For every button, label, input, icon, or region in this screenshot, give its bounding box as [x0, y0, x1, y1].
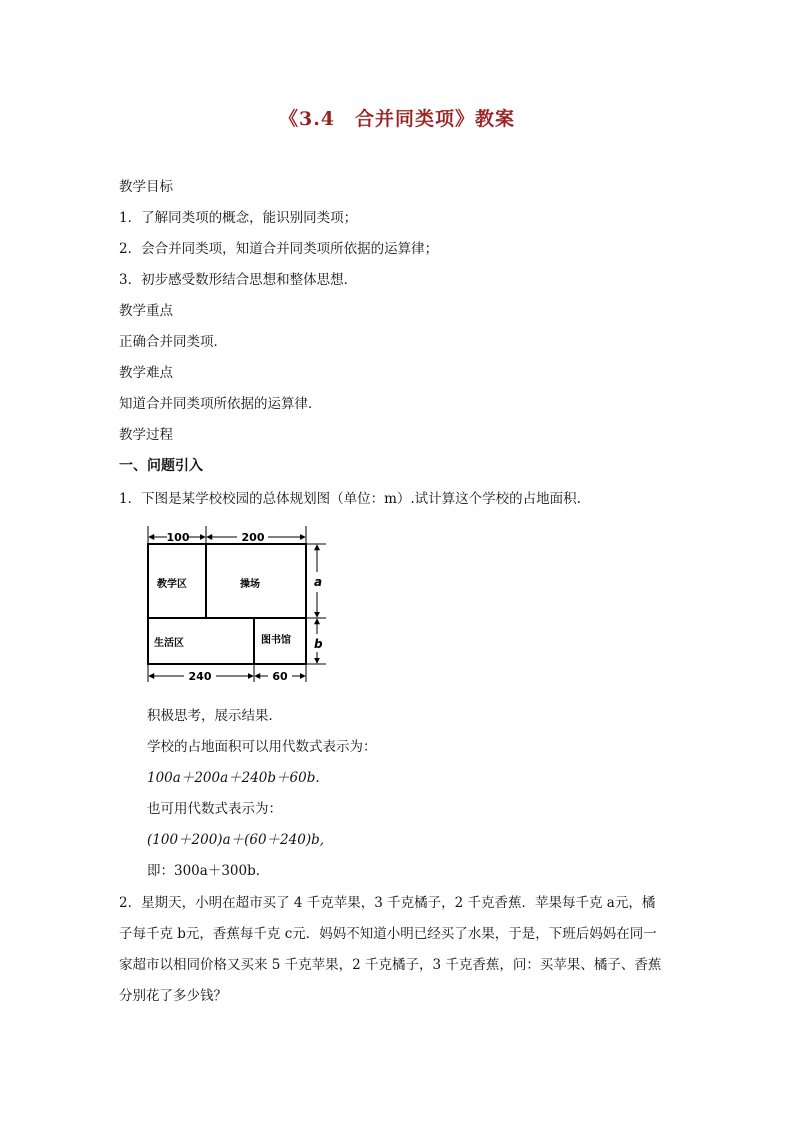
region-teaching: 教学区 [157, 579, 187, 590]
dim-top-right: 200 [241, 531, 265, 544]
key-heading: 教学重点 [119, 303, 173, 319]
region-playground: 操场 [240, 579, 260, 590]
region-library: 图书馆 [261, 635, 291, 646]
step-text: 积极思考，展示结果． [147, 708, 282, 724]
dim-bottom-left: 240 [188, 670, 212, 683]
key-text: 正确合并同类项． [119, 334, 227, 350]
step-text: 学校的占地面积可以用代数式表示为： [147, 739, 377, 755]
formula-line: (100＋200)a＋(60＋240)b, [147, 832, 325, 848]
result-line: 即：300a＋300b. [147, 863, 261, 879]
goal-item: 3．初步感受数形结合思想和整体思想． [119, 272, 358, 288]
problem1-text: 1．下图是某学校校园的总体规划图（单位：m）.试计算这个学校的占地面积. [119, 491, 581, 507]
part1-heading: 一、问题引入 [119, 458, 203, 474]
dim-side-a: a [314, 575, 323, 589]
dim-top-left: 100 [166, 531, 190, 544]
step-text: 也可用代数式表示为： [147, 801, 282, 817]
campus-plan-figure [140, 522, 340, 690]
goal-item: 2．会合并同类项，知道合并同类项所依据的运算律； [119, 241, 439, 257]
goals-heading: 教学目标 [119, 179, 173, 195]
problem2-line: 2．星期天，小明在超市买了 4 千克苹果，3 千克橘子，2 千克香蕉．苹果每千克 a元，橘 [119, 895, 656, 911]
problem2-line: 子每千克 b元，香蕉每千克 c元．妈妈不知道小明已经买了水果，于是，下班后妈妈在同一 [119, 926, 657, 942]
region-living: 生活区 [154, 638, 184, 649]
difficulty-heading: 教学难点 [119, 365, 173, 381]
problem2-line: 家超市以相同价格又买来 5 千克苹果，2 千克橘子，3 千克香蕉，问：买苹果、橘子、香蕉 [119, 957, 662, 973]
dim-bottom-right: 60 [272, 670, 288, 683]
dim-side-b: b [314, 637, 323, 651]
process-heading: 教学过程 [119, 427, 173, 443]
page-title: 《3.4 合并同类项》教案 [278, 108, 516, 130]
goal-item: 1．了解同类项的概念，能识别同类项； [119, 210, 358, 226]
difficulty-text: 知道合并同类项所依据的运算律． [119, 396, 322, 412]
problem2-line: 分别花了多少钱？ [119, 988, 227, 1004]
formula-line: 100a＋200a＋240b＋60b. [147, 770, 320, 786]
